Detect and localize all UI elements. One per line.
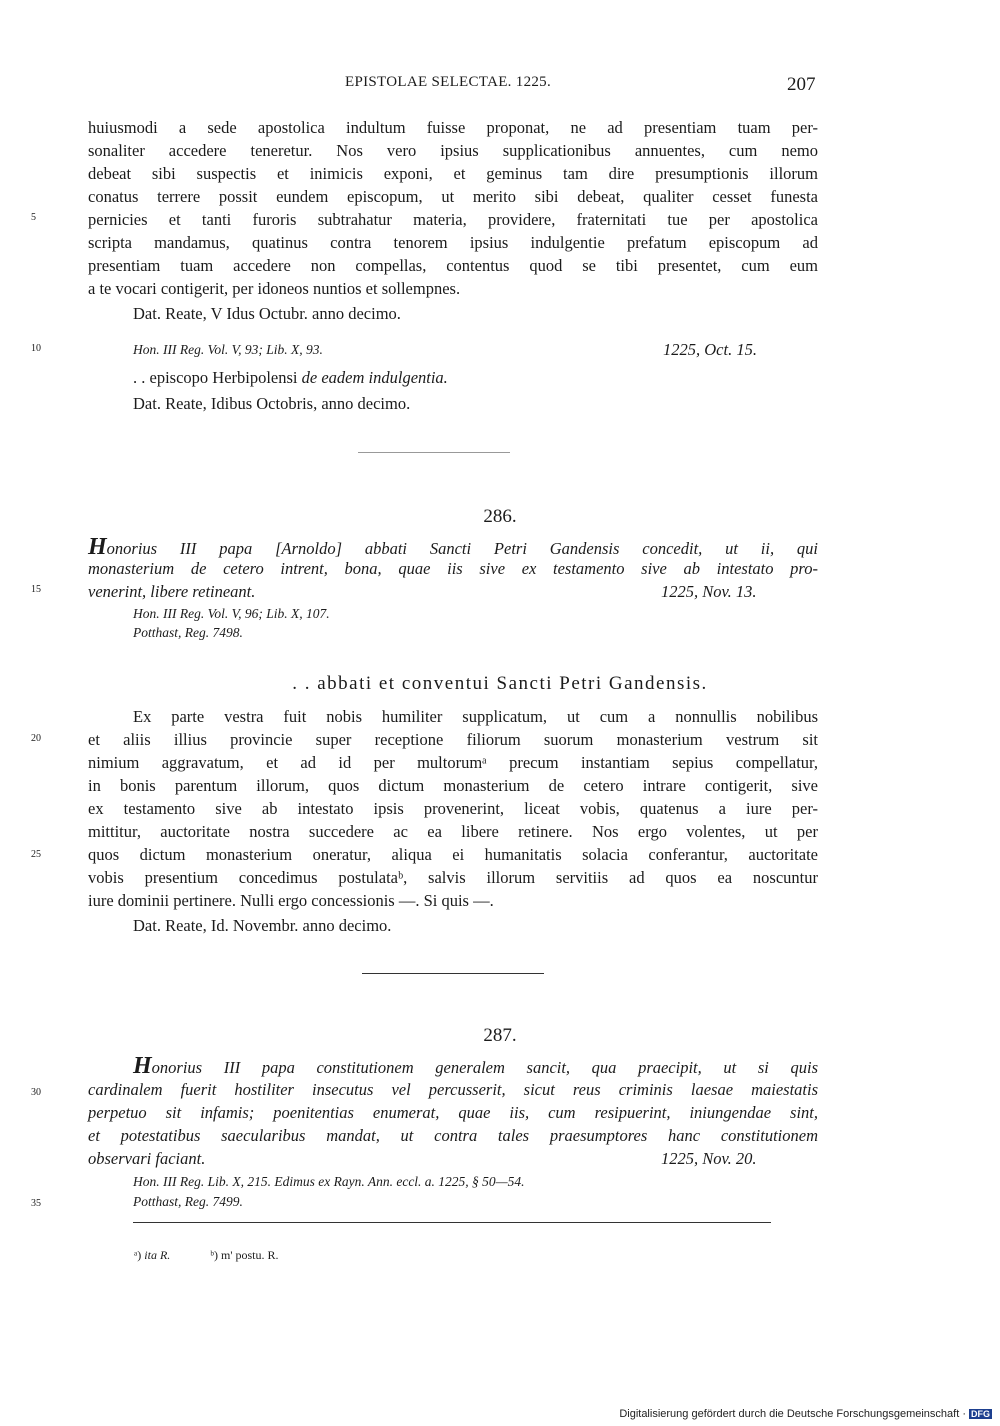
text-line: a te vocari contigerit, per idoneos nuntios et sollempnes. [88,279,461,298]
text-line: vobis presentium concedimus postulataᵇ, salvis illorum servitiis ad quos ea noscuntur [88,868,818,887]
text-line: iure dominii pertinere. Nulli ergo concessionis —. Si quis —. [88,891,494,910]
summary-line: et potestatibus saecularibus mandat, ut contra tales praesumptores hanc constitutionem [88,1126,818,1145]
text-line: debeat sibi suspectis et inimicis exponi, et geminus tam dire presumptionis illorum [88,164,818,183]
text-line: huiusmodi a sede apostolica indultum fuisse proponat, ne ad presentiam tuam per- [88,118,818,137]
dating-clause: Dat. Reate, Id. Novembr. anno decimo. [133,916,392,935]
letter-addressee [133,368,448,388]
text-line: mittitur, auctoritate nostra succedere ac ea libere retinere. Nos ergo volentes, ut per [88,822,818,841]
text-line: in bonis parentum illorum, quos dictum monasterium de cetero intrare contigerit, sive [88,776,818,795]
line-number: 30 [31,1087,41,1098]
line-number: 20 [31,733,41,744]
dating-clause: Dat. Reate, Idibus Octobris, anno decimo. [133,394,411,413]
dfg-logo: DFG [971,1409,990,1419]
footnote-a-text: ita R. [144,1248,171,1262]
text-line: quos dictum monasterium oneratur, aliqua ei humanitatis solacia conferantur, auctoritate [88,845,818,864]
text-line: nimium aggravatum, et ad id per multorumᵃ precum instantiam sepius compellatur, [88,753,818,772]
line-number: 10 [31,343,41,354]
letter-addressee: . . abbati et conventui Sancti Petri Gandensis. [292,673,708,694]
register-reference: Hon. III Reg. Vol. V, 93; Lib. X, 93. [133,342,323,357]
summary-text: onorius III papa [Arnoldo] abbati Sancti Petri Gandensis concedit, ut ii, qui [106,539,818,558]
register-reference: Hon. III Reg. Vol. V, 96; Lib. X, 107. [133,606,330,621]
letter-date: 1225, Oct. 15. [663,340,757,359]
footnotes [134,1248,279,1263]
footnote-a-mark: ᵃ) [134,1248,142,1262]
summary-line: observari faciant. [88,1149,206,1168]
text-line: sonaliter accedere teneretur. Nos vero ipsius supplicationibus annuentes, cum nemo [88,141,818,160]
summary-line [88,534,818,561]
footnote-rule [133,1222,771,1223]
text-line: conatus terrere possit eundem episcopum, ut merito sibi debeat, qualiter cesset funesta [88,187,818,206]
credit-text: Digitalisierung gefördert durch die Deutsche Forschungsgemeinschaft · [619,1408,966,1420]
addressee-italic: de eadem indulgentia. [301,368,448,387]
letter-number: 287. [483,1025,517,1046]
line-number: 35 [31,1198,41,1209]
summary-line [133,1053,818,1080]
footnote-b-text: m' postu. R. [221,1248,279,1262]
footnote-b-mark: ᵇ) [210,1248,218,1262]
letter-date: 1225, Nov. 13. [661,582,757,601]
dating-clause: Dat. Reate, V Idus Octubr. anno decimo. [133,304,401,323]
summary-line: cardinalem fuerit hostiliter insecutus vel percusserit, sicut reus criminis laesae maiestatis [88,1080,818,1099]
drop-initial: H [133,1053,152,1079]
letter-number: 286. [483,506,517,527]
text-line: pernicies et tanti furoris subtrahatur materia, providere, fraternitati tue per apostolica [88,210,818,229]
drop-initial: H [88,534,107,560]
text-line: Ex parte vestra fuit nobis humiliter supplicatum, ut cum a nonnullis nobilibus [133,707,818,726]
text-line: ex testamento sive ab intestato ipsis provenerint, liceat vobis, quatenus a iure per- [88,799,818,818]
summary-text: onorius III papa constitutionem generalem sancit, qua praecipit, ut si quis [151,1058,818,1077]
letter-date: 1225, Nov. 20. [661,1149,757,1168]
register-reference: Hon. III Reg. Lib. X, 215. Edimus ex Rayn. Ann. eccl. a. 1225, § 50—54. [133,1174,525,1189]
line-number: 25 [31,849,41,860]
summary-line: monasterium de cetero intrent, bona, quae iis sive ex testamento sive ab intestato pro- [88,559,818,578]
digitization-credit [619,1408,992,1420]
register-reference: Potthast, Reg. 7499. [133,1194,243,1209]
addressee-plain: . . episcopo Herbipolensi [133,368,302,387]
page-number: 207 [787,74,816,95]
line-number: 5 [31,212,36,223]
running-header: EPISTOLAE SELECTAE. 1225. [345,74,552,90]
line-number: 15 [31,584,41,595]
text-line: et aliis illius provincie super receptione filiorum suorum monasterium vestrum sit [88,730,818,749]
register-reference: Potthast, Reg. 7498. [133,625,243,640]
summary-line: venerint, libere retineant. [88,582,256,601]
separator-rule [358,452,510,453]
summary-line: perpetuo sit infamis; poenitentias enumerat, quae iis, cum resipuerint, iniungendae sint, [88,1103,818,1122]
separator-rule [362,973,544,974]
text-line: presentiam tuam accedere non compellas, contentus quod se tibi presentet, cum eum [88,256,818,275]
text-line: scripta mandamus, quatinus contra tenorem ipsius indulgentie prefatum episcopum ad [88,233,818,252]
